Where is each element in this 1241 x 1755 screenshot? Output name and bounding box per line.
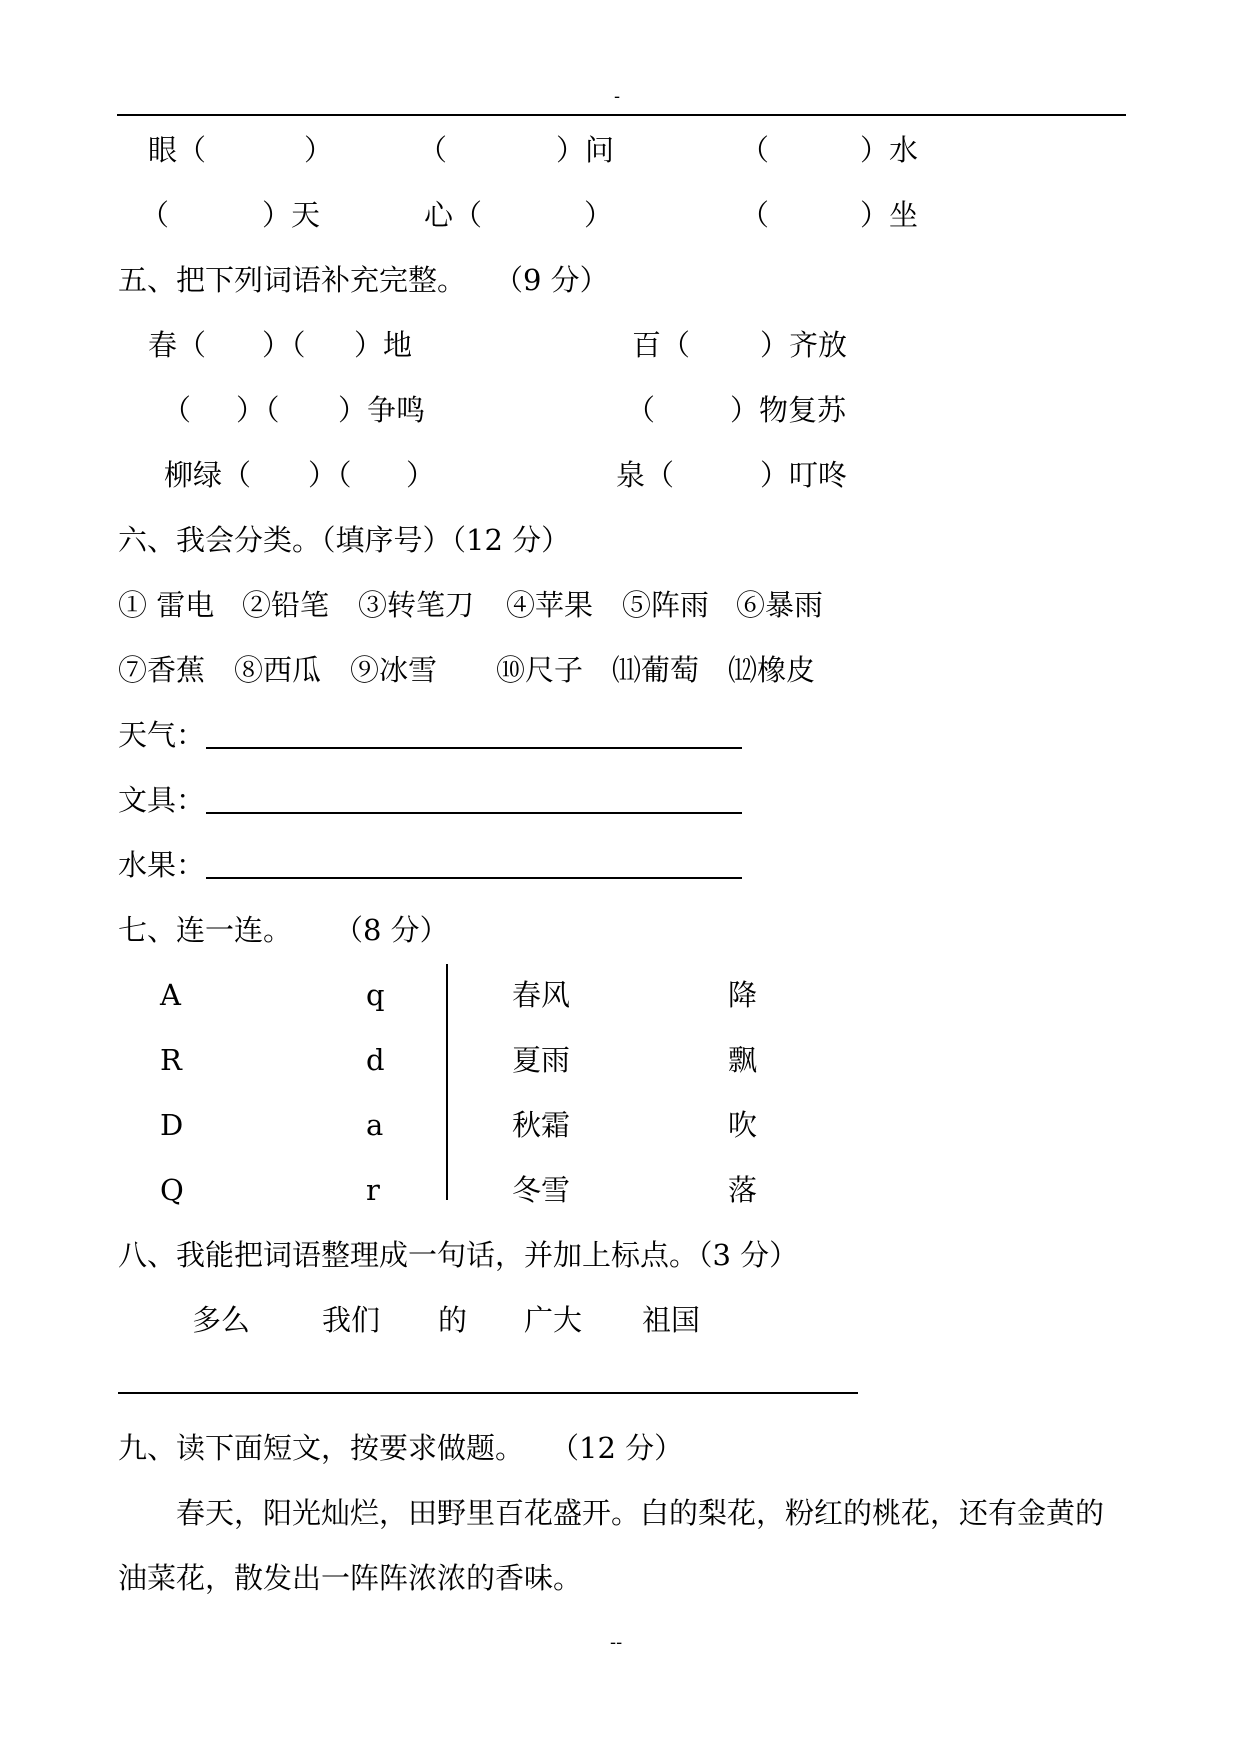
- fill-item: ）: [304, 133, 334, 167]
- q6-category-label: 文具：: [118, 783, 206, 817]
- q8-word: 我们: [322, 1303, 381, 1337]
- q6-option: ⑤阵雨: [622, 588, 710, 622]
- q7-score: （8 分）: [334, 913, 449, 947]
- verb-word: 飘: [728, 1043, 758, 1077]
- header-rule: [117, 114, 1126, 116]
- fill-item: （: [140, 198, 170, 232]
- q9-title: 九、读下面短文，按要求做题。: [118, 1431, 525, 1465]
- q6-option: ⑩尺子: [496, 653, 584, 687]
- q6-option: ① 雷电: [118, 588, 215, 622]
- q5-item: ）齐放: [760, 328, 848, 362]
- q6-option: ⑿橡皮: [728, 653, 816, 687]
- fill-item: ）问: [556, 133, 615, 167]
- lower-letter: a: [366, 1108, 384, 1142]
- verb-word: 吹: [728, 1108, 758, 1142]
- q6-option: ②铅笔: [242, 588, 330, 622]
- fill-item: 眼（: [148, 133, 207, 167]
- answer-line[interactable]: [206, 812, 742, 814]
- q6-category-label: 水果：: [118, 848, 206, 882]
- q5-item: （: [162, 393, 192, 427]
- season-word: 秋霜: [512, 1108, 571, 1142]
- season-word: 夏雨: [512, 1043, 571, 1077]
- season-word: 冬雪: [512, 1173, 571, 1207]
- q5-item: ）叮咚: [760, 458, 848, 492]
- q6-option: ⑧西瓜: [234, 653, 322, 687]
- season-word: 春风: [512, 978, 571, 1012]
- q5-item: 泉（: [616, 458, 675, 492]
- fill-item: ）水: [860, 133, 919, 167]
- q5-item: 柳绿（: [164, 458, 252, 492]
- q6-category-label: 天气：: [118, 718, 206, 752]
- q8-word: 的: [438, 1303, 468, 1337]
- q6-option: ③转笔刀: [358, 588, 475, 622]
- q6-option: ⑦香蕉: [118, 653, 206, 687]
- q5-item: ）物复苏: [730, 393, 847, 427]
- fill-item: （: [418, 133, 448, 167]
- answer-line[interactable]: [206, 877, 742, 879]
- passage-line: 春天，阳光灿烂，田野里百花盛开。白的梨花，粉红的桃花，还有金黄的: [176, 1496, 1105, 1530]
- verb-word: 降: [728, 978, 758, 1012]
- verb-word: 落: [728, 1173, 758, 1207]
- q6-option: ⑾葡萄: [612, 653, 700, 687]
- q7-title: 七、连一连。: [118, 913, 293, 947]
- fill-item: ）: [584, 198, 614, 232]
- fill-item: （: [740, 198, 770, 232]
- q5-item: ）: [406, 458, 436, 492]
- fill-item: ）天: [262, 198, 321, 232]
- upper-letter: A: [160, 978, 181, 1012]
- q8-title: 八、我能把词语整理成一句话，并加上标点。（3 分）: [118, 1238, 799, 1272]
- upper-letter: D: [160, 1108, 184, 1142]
- q5-title: 五、把下列词语补充完整。: [118, 263, 467, 297]
- q8-word: 多么: [192, 1303, 251, 1337]
- upper-letter: R: [160, 1043, 182, 1077]
- footer-mark: --: [610, 1632, 623, 1653]
- upper-letter: Q: [160, 1173, 184, 1207]
- q6-option: ⑨冰雪: [350, 653, 438, 687]
- lower-letter: r: [366, 1173, 380, 1207]
- header-mark: -: [614, 86, 621, 107]
- q5-item: ）（: [308, 458, 352, 492]
- q5-item: （: [626, 393, 656, 427]
- q5-item: ）争鸣: [338, 393, 426, 427]
- passage-line: 油菜花，散发出一阵阵浓浓的香味。: [118, 1561, 583, 1595]
- fill-item: ）坐: [860, 198, 919, 232]
- lower-letter: d: [366, 1043, 385, 1077]
- fill-item: 心（: [424, 198, 483, 232]
- q6-title: 六、我会分类。（填序号）（12 分）: [118, 523, 571, 557]
- q5-item: ）地: [354, 328, 413, 362]
- fill-item: （: [740, 133, 770, 167]
- answer-line[interactable]: [206, 747, 742, 749]
- q5-item: 春（: [148, 328, 207, 362]
- q5-score: （9 分）: [494, 263, 609, 297]
- q6-option: ④苹果: [506, 588, 594, 622]
- q6-option: ⑥暴雨: [736, 588, 824, 622]
- column-divider: [446, 964, 448, 1200]
- q5-item: ）（: [236, 393, 280, 427]
- q9-score: （12 分）: [550, 1431, 684, 1465]
- lower-letter: q: [366, 978, 385, 1012]
- q5-item: ）（: [262, 328, 306, 362]
- q5-item: 百（: [632, 328, 691, 362]
- q8-word: 祖国: [642, 1303, 701, 1337]
- answer-line[interactable]: [118, 1392, 858, 1394]
- q8-word: 广大: [524, 1303, 583, 1337]
